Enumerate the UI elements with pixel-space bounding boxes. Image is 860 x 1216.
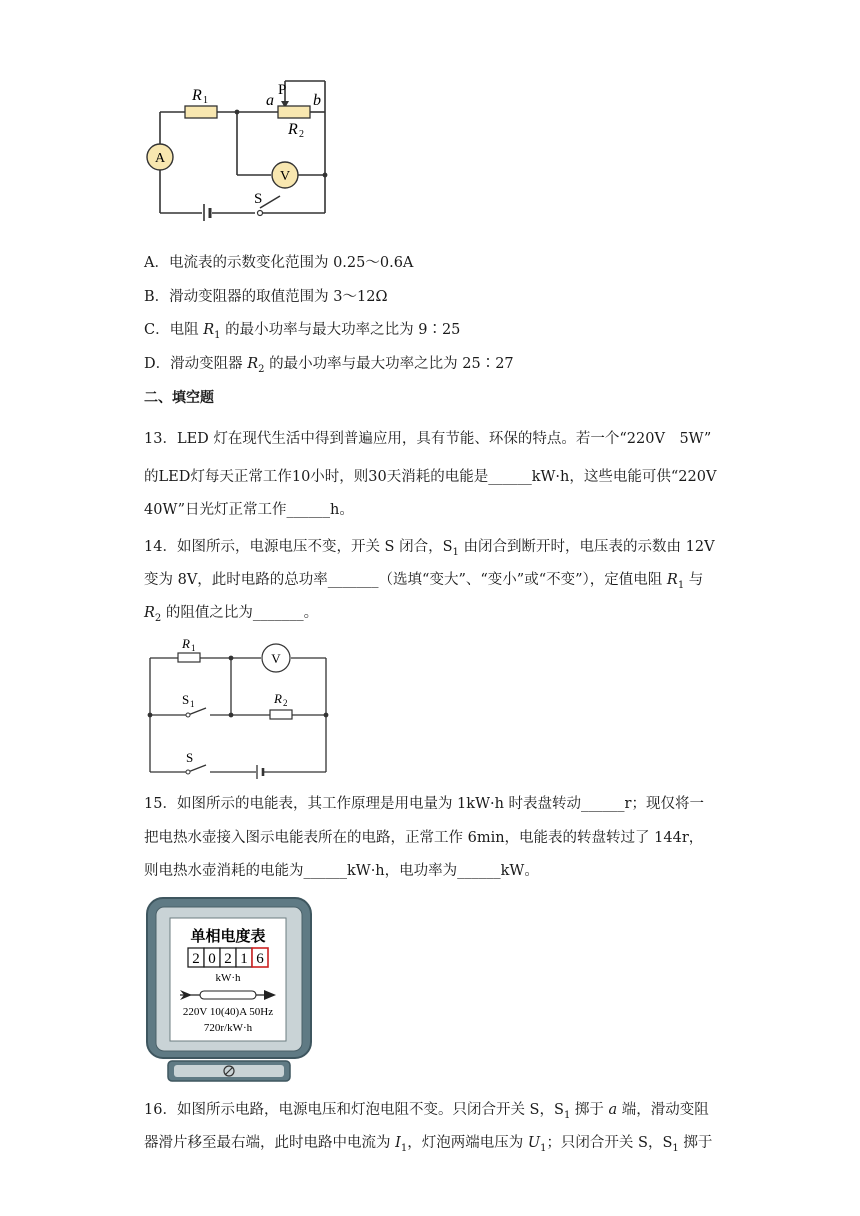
- switch-s1-label-sub: 1: [190, 699, 195, 709]
- r1-label: R: [182, 636, 190, 651]
- terminal-a-label: a: [266, 92, 274, 109]
- meter-digit: 1: [240, 951, 248, 967]
- meter-digit: 6: [256, 951, 264, 967]
- ammeter-label: A: [154, 151, 166, 166]
- q14-line3: $R_2$ 的阻值之比为_______。: [144, 605, 319, 624]
- meter-disc-icon: [200, 991, 256, 999]
- section-title: 二、填空题: [144, 390, 214, 406]
- resistor-r2: [270, 710, 292, 719]
- q14-line1: 14．如图所示，电源电压不变，开关 S 闭合，$S_1$ 由闭合到断开时，电压表的示数由 12V: [144, 539, 715, 558]
- option-c: C．电阻 $R_1$ 的最小功率与最大功率之比为 9∶25: [144, 322, 461, 341]
- q16-line2: 器滑片移至最右端，此时电路中电流为 $I_1$，灯泡两端电压为 $U_1$；只闭合开关 S，$S_1$ 掷于: [144, 1135, 713, 1154]
- r2-label: R: [288, 121, 298, 138]
- meter-rate: 720r/kW·h: [203, 1022, 253, 1034]
- circuit-diagram-1: [140, 76, 340, 221]
- rheostat-r2: [278, 106, 310, 118]
- q13-line2: 的LED灯每天正常工作10小时，则30天消耗的电能是______kW·h，这些电能可供“220V: [144, 469, 717, 485]
- q15-line3: 则电热水壶消耗的电能为______kW·h，电功率为______kW。: [144, 863, 539, 879]
- r1-label: R: [192, 87, 202, 104]
- q13-line3: 40W”日光灯正常工作______h。: [144, 502, 354, 518]
- meter-digit: 2: [224, 951, 232, 967]
- electricity-meter: [146, 897, 314, 1083]
- r2-label-sub: 2: [283, 698, 288, 708]
- voltmeter-label: V: [279, 169, 291, 184]
- circuit-diagram-2: [140, 632, 340, 782]
- switch-s1-label: S: [182, 692, 190, 707]
- meter-spec: 220V 10(40)A 50Hz: [182, 1006, 274, 1018]
- r2-label-sub: 2: [299, 129, 304, 140]
- q16-line1: 16．如图所示电路，电源电压和灯泡电阻不变。只闭合开关 S，$S_1$ 掷于 a 端，滑动变阻: [144, 1102, 709, 1121]
- q13-line1: 13．LED 灯在现代生活中得到普遍应用，具有节能、环保的特点。若一个“220V 5W”: [144, 431, 712, 447]
- resistor-r1: [178, 653, 200, 662]
- q15-line2: 把电热水壶接入图示电能表所在的电路，正常工作 6min，电能表的转盘转过了 144r，: [144, 830, 704, 846]
- r2-label: R: [274, 691, 282, 706]
- option-a: A．电流表的示数变化范围为 0.25～0.6A: [144, 255, 414, 271]
- resistor-r1: [185, 106, 217, 118]
- r1-label-sub: 1: [191, 643, 196, 653]
- meter-digit: 2: [192, 951, 200, 967]
- q15-line1: 15．如图所示的电能表，其工作原理是用电量为 1kW·h 时表盘转动______r；现仅将一: [144, 796, 704, 812]
- option-b: B．滑动变阻器的取值范围为 3～12Ω: [144, 289, 388, 305]
- terminal-b-label: b: [313, 92, 321, 109]
- voltmeter-label: V: [271, 651, 281, 666]
- option-d: D．滑动变阻器 $R_2$ 的最小功率与最大功率之比为 25∶27: [144, 356, 514, 375]
- meter-title: 单相电度表: [190, 927, 266, 945]
- slider-p-label: P: [278, 82, 287, 98]
- q14-line2: 变为 8V，此时电路的总功率_______（选填“变大”、“变小”或“不变”），定值电阻 $R_1$ 与: [144, 572, 704, 591]
- meter-digit: 0: [208, 951, 216, 967]
- switch-s-label: S: [254, 191, 263, 207]
- r1-label-sub: 1: [203, 95, 208, 106]
- switch-s-label: S: [186, 750, 194, 765]
- meter-unit: kW·h: [215, 972, 241, 984]
